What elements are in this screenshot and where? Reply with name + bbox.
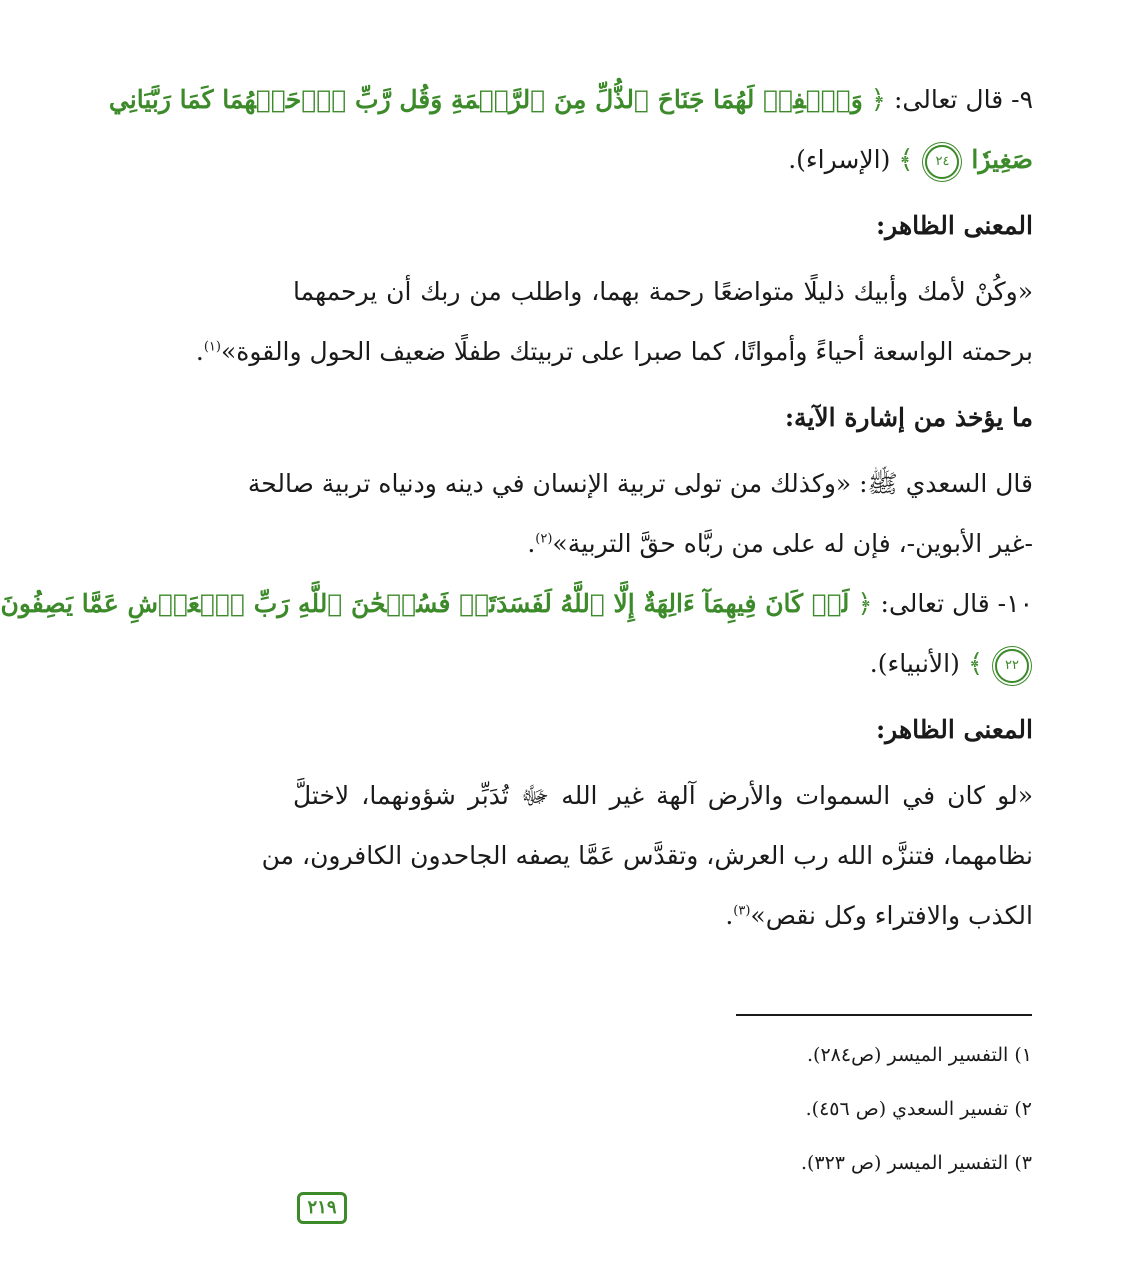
meaning-10-line-1: «لو كان في السموات والأرض آلهة غير الله ﷻ تُدَبِّر شؤونهما، لاختلَّ <box>293 781 1033 810</box>
meaning-10-text-3: الكذب والافتراء وكل نقص» <box>750 901 1033 930</box>
footnote-ref-3[interactable]: (٣) <box>733 903 751 919</box>
lesson-heading-9: ما يؤخذ من إشارة الآية: <box>784 403 1033 432</box>
verse-close-bracket: ﴾ <box>898 145 914 175</box>
verse-10-line-2 <box>293 634 1033 694</box>
footnotes <box>512 1028 1032 1190</box>
lesson-9-text-2: -غير الأبوين-، فإن له على من ربَّاه حقَّ التربية» <box>552 529 1033 558</box>
footnote-1: ١) التفسير الميسر (ص٢٨٤). <box>806 1044 1032 1066</box>
period: . <box>195 337 204 366</box>
meaning-10-line-2: نظامهما، فتنزَّه الله رب العرش، وتقدَّس عَمَّا يصفه الجاحدون الكافرون، من <box>261 841 1033 870</box>
lesson-9-line-1: قال السعدي ﷺ: «وكذلك من تولى تربية الإنسان في دينه ودنياه تربية صالحة <box>247 469 1033 498</box>
page-number-badge: ٢١٩ <box>297 1192 347 1224</box>
verse-10-intro: ١٠- قال تعالى: <box>880 589 1033 618</box>
verse-close-bracket: ﴾ <box>967 649 984 679</box>
meaning-9-text-2: برحمته الواسعة أحياءً وأمواتًا، كما صبرا على تربيتك طفلًا ضعيف الحول والقوة» <box>220 337 1033 366</box>
footnote-ref-1[interactable]: (١) <box>203 339 221 355</box>
verse-open-bracket: ﴿ <box>870 85 887 115</box>
verse-9-text-2: صَغِيرٗا <box>971 145 1033 174</box>
verse-9-line-2 <box>293 130 1033 190</box>
period: . <box>725 901 734 930</box>
verse-9-text-1: وَٱخۡفِضۡ لَهُمَا جَنَاحَ ٱلذُّلِّ مِنَ ٱلرَّحۡمَةِ وَقُل رَّبِّ ٱرۡحَمۡهُمَا كَمَا رَبَّيَانِي <box>108 85 863 114</box>
meaning-heading-9: المعنى الظاهر: <box>875 211 1033 240</box>
surah-name: (الأنبياء). <box>869 649 960 678</box>
verse-9-line-1 <box>108 70 1033 130</box>
footnote-3: ٣) التفسير الميسر (ص ٣٢٣). <box>800 1152 1032 1174</box>
footnote-2: ٢) تفسير السعدي (ص ٤٥٦). <box>805 1098 1032 1120</box>
meaning-9-line-1: «وكُنْ لأمك وأبيك ذليلًا متواضعًا رحمة بهما، واطلب من ربك أن يرحمهما <box>293 277 1033 306</box>
page-body <box>0 70 1033 946</box>
period: . <box>527 529 536 558</box>
ayah-number-marker: ٢٤ <box>925 145 959 179</box>
verse-10-text-1: لَوۡ كَانَ فِيهِمَآ ءَالِهَةٌ إِلَّا ٱللَّهُ لَفَسَدَتَاۚ فَسُبۡحَٰنَ ٱللَّهِ رَبِّ ٱلۡعَرۡشِ عَمَّا يَصِفُونَ <box>0 589 850 618</box>
meaning-heading-10: المعنى الظاهر: <box>875 715 1033 744</box>
footnote-ref-2[interactable]: (٢) <box>535 531 553 547</box>
lesson-9-line-2 <box>293 514 1033 574</box>
meaning-10-line-3 <box>293 886 1033 946</box>
surah-name: (الإسراء). <box>788 145 891 174</box>
meaning-9-line-2 <box>195 322 1033 382</box>
footnote-divider <box>736 1014 1032 1016</box>
verse-10-line-1 <box>0 574 1033 634</box>
verse-open-bracket: ﴿ <box>857 589 873 619</box>
ayah-number-marker: ٢٢ <box>995 649 1029 683</box>
verse-9-intro: ٩- قال تعالى: <box>893 85 1033 114</box>
